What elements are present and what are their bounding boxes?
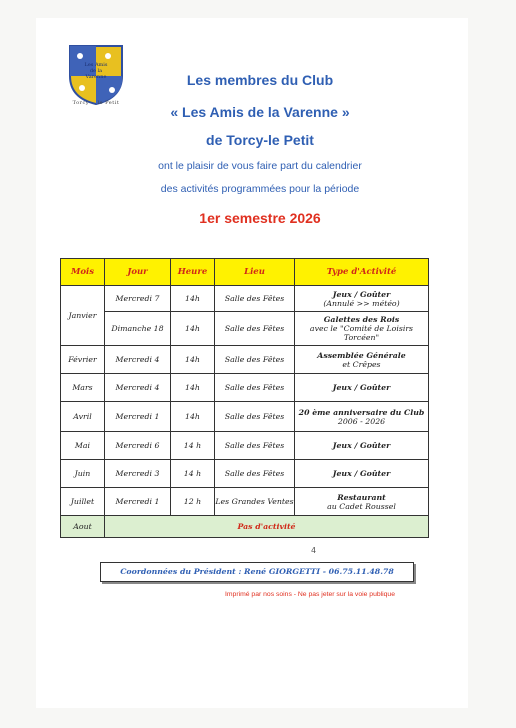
cell-jour: Mercredi 7 [105, 286, 171, 312]
svg-text:Varenne: Varenne [85, 74, 107, 80]
svg-text:de la: de la [89, 68, 103, 74]
cell-activite [295, 312, 429, 346]
cell-mois: Février [61, 346, 105, 374]
activity-title: Jeux / Goûter [332, 441, 391, 450]
table-row [61, 402, 429, 432]
cell-activite [295, 346, 429, 374]
cell-jour: Mercredi 3 [105, 460, 171, 488]
activity-note: et Crêpes [342, 359, 381, 369]
logo-caption-left: Torcy [72, 100, 90, 106]
cell-lieu: Salle des Fêtes [215, 460, 295, 488]
activity-title: Galettes des Rois [323, 315, 400, 324]
cell-activite [295, 374, 429, 402]
cell-jour: Dimanche 18 [105, 312, 171, 346]
cell-activite [295, 460, 429, 488]
col-header-type: Type d'Activité [295, 259, 429, 286]
cell-activite [295, 286, 429, 312]
table-row [61, 488, 429, 516]
page-mark: 4 [311, 546, 317, 555]
table-row [61, 286, 429, 312]
cell-mois: Janvier [61, 286, 105, 346]
cell-mois: Avril [61, 402, 105, 432]
activity-title: Restaurant [337, 492, 386, 502]
club-name: « Les Amis de la Varenne » [170, 104, 350, 120]
activity-title: 20 ème anniversaire du Club [298, 407, 425, 417]
activity-note: avec le "Comité de Loisirs Torcéen" [309, 324, 414, 342]
cell-jour: Mercredi 1 [105, 402, 171, 432]
cell-heure: 14h [171, 312, 215, 346]
activity-title: Assemblée Générale [317, 350, 406, 360]
col-header-lieu: Lieu [215, 259, 295, 286]
cell-jour: Mercredi 4 [105, 346, 171, 374]
cell-heure: 12 h [171, 488, 215, 516]
cell-heure: 14h [171, 402, 215, 432]
activity-note: 2006 - 2026 [337, 416, 386, 426]
cell-mois: Mars [61, 374, 105, 402]
table-header-row [61, 259, 429, 286]
president-contact-box: Coordonnées du Président : René GIORGETTI - 06.75.11.48.78 [100, 562, 414, 582]
intro-line-2: des activités programmées pour la période [160, 183, 360, 195]
activity-title: Jeux / Goûter [332, 383, 391, 392]
activity-note: au Cadet Roussel [327, 501, 396, 511]
cell-jour: Mercredi 4 [105, 374, 171, 402]
cell-activite [295, 432, 429, 460]
cell-jour: Mercredi 1 [105, 488, 171, 516]
cell-heure: 14h [171, 374, 215, 402]
cell-activite [295, 488, 429, 516]
cell-lieu: Les Grandes Ventes [215, 488, 295, 516]
cell-lieu: Salle des Fêtes [215, 432, 295, 460]
logo-caption-right: le Petit [97, 100, 120, 106]
cell-heure: 14 h [171, 432, 215, 460]
table-row [61, 432, 429, 460]
activity-note: (Annulé >> météo) [323, 298, 400, 308]
period-title: 1er semestre 2026 [199, 210, 321, 226]
cell-mois: Aout [61, 516, 105, 538]
table-row [61, 312, 429, 346]
svg-text:Les Amis: Les Amis [84, 62, 108, 68]
cell-lieu: Salle des Fêtes [215, 402, 295, 432]
header-line-1: Les membres du Club [186, 72, 334, 88]
cell-activite: Pas d'activité [105, 516, 429, 538]
cell-activite [295, 402, 429, 432]
col-header-heure: Heure [171, 259, 215, 286]
intro-line-1: ont le plaisir de vous faire part du calendrier [158, 160, 362, 172]
cell-lieu: Salle des Fêtes [215, 312, 295, 346]
cell-lieu: Salle des Fêtes [215, 346, 295, 374]
table-row [61, 516, 429, 538]
club-location: de Torcy-le Petit [206, 132, 314, 148]
cell-lieu: Salle des Fêtes [215, 374, 295, 402]
col-header-jour: Jour [105, 259, 171, 286]
cell-lieu: Salle des Fêtes [215, 286, 295, 312]
activity-title: Jeux / Goûter [332, 289, 391, 299]
cell-jour: Mercredi 6 [105, 432, 171, 460]
cell-mois: Mai [61, 432, 105, 460]
activity-title: Jeux / Goûter [332, 469, 391, 478]
cell-mois: Juillet [61, 488, 105, 516]
col-header-mois: Mois [61, 259, 105, 286]
cell-heure: 14h [171, 346, 215, 374]
cell-heure: 14 h [171, 460, 215, 488]
table-row [61, 460, 429, 488]
cell-mois: Juin [61, 460, 105, 488]
table-row [61, 346, 429, 374]
activity-calendar-table [60, 258, 429, 538]
table-row [61, 374, 429, 402]
cell-heure: 14h [171, 286, 215, 312]
print-notice: Imprimé par nos soins - Ne pas jeter sur la voie publique [224, 591, 395, 598]
